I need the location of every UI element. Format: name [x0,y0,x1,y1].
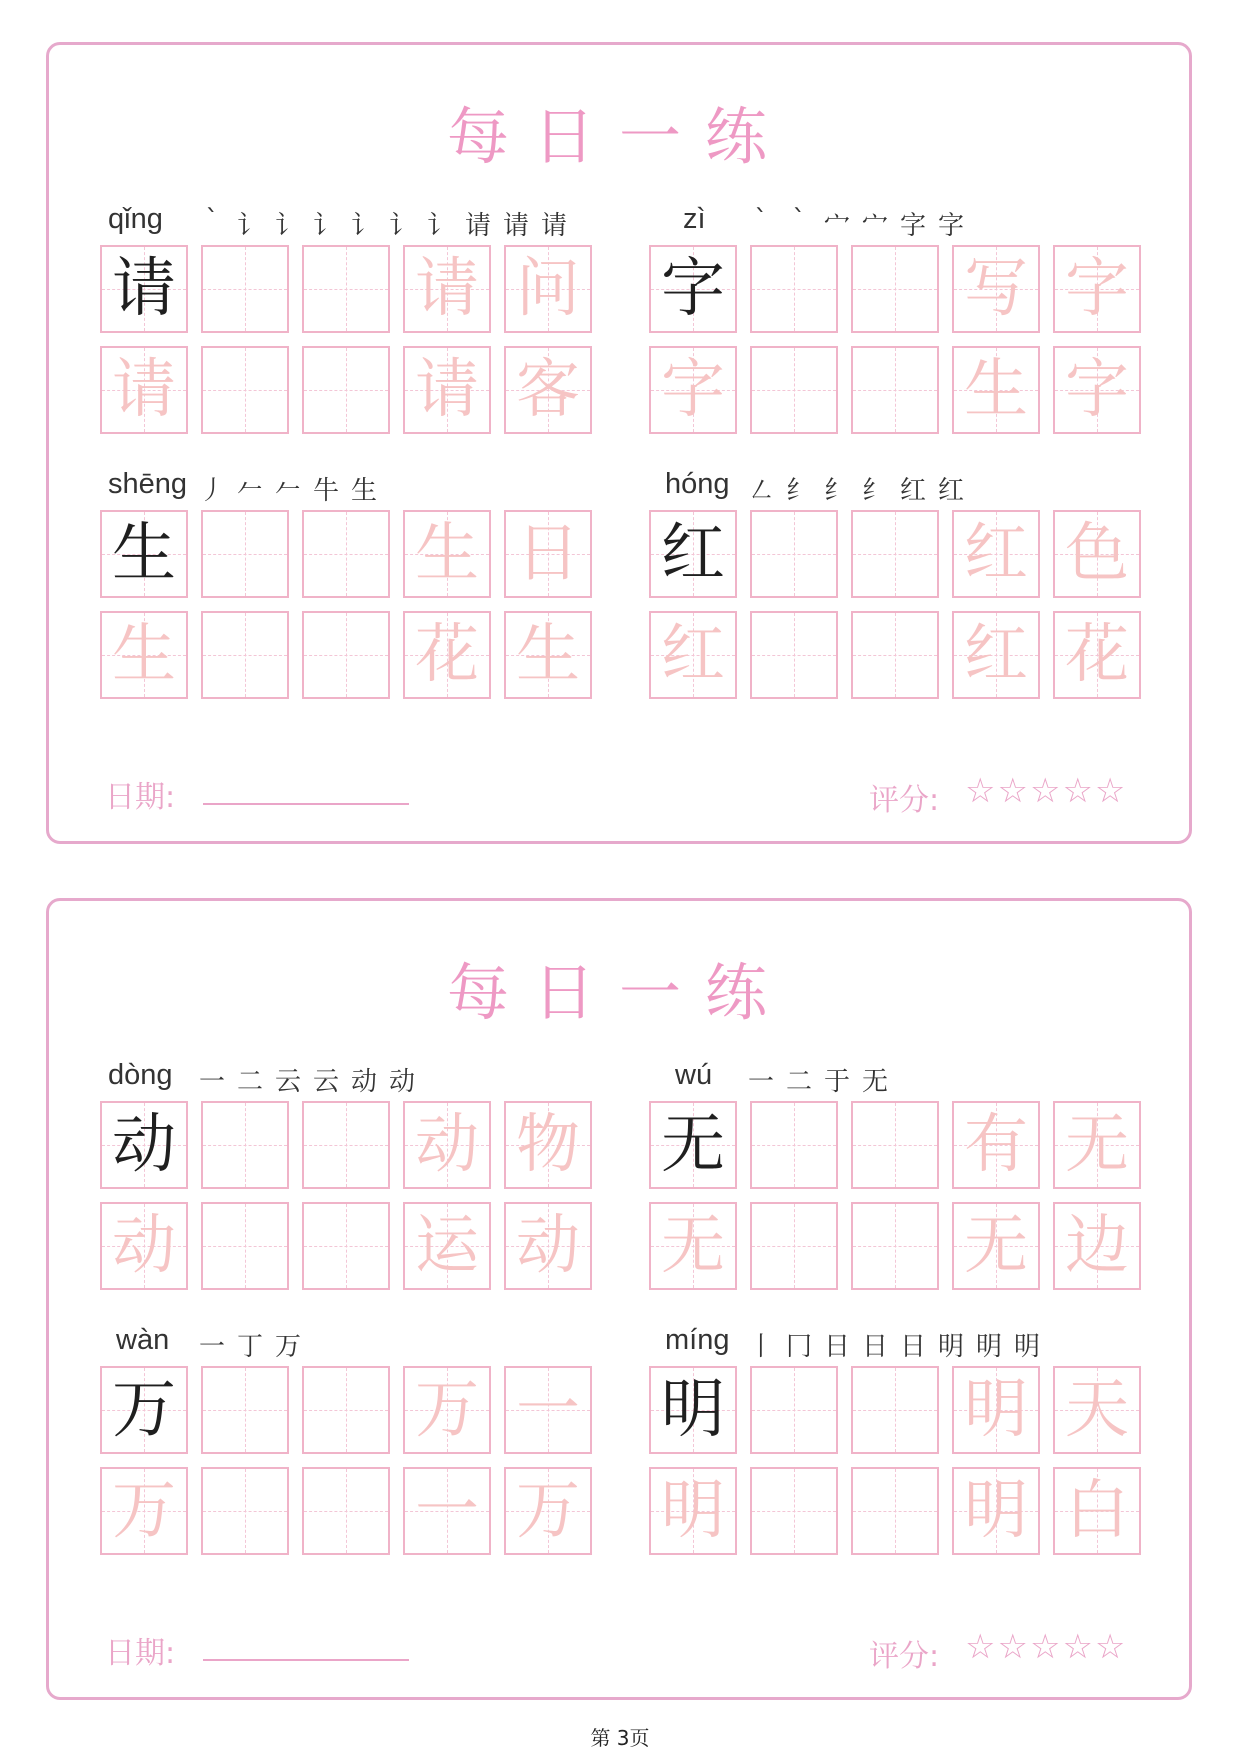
trace-character: 万 [415,1373,479,1447]
stroke-step: 无 [861,1067,888,1097]
trace-character: 花 [1065,618,1129,692]
stroke-step: 讠 [274,211,301,241]
stroke-step: 一 [198,1067,225,1097]
stroke-step: 冂 [785,1332,812,1362]
stroke-step: 明 [1013,1332,1040,1362]
grid-cell[interactable] [100,1101,188,1189]
stroke-step: 二 [785,1067,812,1097]
stroke-step: 生 [350,476,377,506]
grid-cell[interactable] [403,1202,491,1290]
grid-cell[interactable] [1053,1467,1141,1555]
grid-cell[interactable] [649,346,737,434]
grid-cell[interactable] [1053,611,1141,699]
grid-cell[interactable] [302,510,390,598]
stroke-step: 丁 [236,1332,263,1362]
grid-cell[interactable] [750,1101,838,1189]
trace-character: 无 [964,1209,1028,1283]
pinyin-label: zì [683,203,706,235]
trace-character: 日 [516,517,580,591]
stroke-order [745,470,967,507]
pinyin-label: wàn [116,1324,170,1356]
trace-character: 动 [415,1108,479,1182]
model-character: 万 [112,1373,176,1447]
trace-character: 问 [516,252,580,326]
grid-cell[interactable] [1053,1202,1141,1290]
grid-cell[interactable] [851,346,939,434]
grid-cell[interactable] [750,510,838,598]
stroke-step: 动 [388,1067,415,1097]
grid-cell[interactable] [952,1467,1040,1555]
trace-character: 色 [1065,517,1129,591]
grid-cell[interactable] [750,1467,838,1555]
stroke-step: 纟 [823,476,850,506]
grid-cell[interactable] [403,611,491,699]
stroke-step: 万 [274,1332,301,1362]
grid-cell[interactable] [302,245,390,333]
grid-cell[interactable] [302,346,390,434]
trace-character: 字 [1065,353,1129,427]
trace-character: 红 [964,618,1028,692]
grid-cell[interactable] [851,1101,939,1189]
model-character: 明 [661,1373,725,1447]
stroke-step: 宀 [823,211,850,241]
trace-character: 红 [964,517,1028,591]
grid-cell[interactable] [201,611,289,699]
grid-cell[interactable] [201,346,289,434]
grid-cell[interactable] [403,346,491,434]
stroke-step: 一 [198,1332,225,1362]
trace-character: 天 [1065,1373,1129,1447]
grid-cell[interactable] [851,245,939,333]
stroke-step: 请 [464,211,491,241]
stroke-step: ` [792,205,806,235]
card-title: 每日一练 [446,956,791,1029]
stroke-step: 红 [899,476,926,506]
pinyin-label: qǐng [108,203,163,235]
grid-cell[interactable] [504,1202,592,1290]
trace-character: 无 [661,1209,725,1283]
grid-cell[interactable] [302,1366,390,1454]
trace-character: 生 [415,517,479,591]
grid-cell[interactable] [952,1101,1040,1189]
trace-character: 动 [112,1209,176,1283]
grid-cell[interactable] [100,1366,188,1454]
stroke-step: 丿 [198,476,225,506]
grid-cell[interactable] [403,1467,491,1555]
grid-cell[interactable] [851,1366,939,1454]
stroke-order [196,1061,418,1098]
grid-cell[interactable] [403,1101,491,1189]
score-label: 评分: [869,1639,940,1674]
grid-cell[interactable] [100,1202,188,1290]
grid-cell[interactable] [201,1467,289,1555]
stroke-step: 字 [937,211,964,241]
char-block-wan [100,1324,600,1554]
pinyin-label: dòng [108,1059,173,1091]
model-character: 动 [112,1108,176,1182]
grid-cell[interactable] [201,1202,289,1290]
grid-cell[interactable] [100,510,188,598]
pinyin-label: shēng [108,468,188,500]
grid-cell[interactable] [750,1366,838,1454]
stroke-step: 云 [274,1067,301,1097]
star-rating[interactable]: ☆☆☆☆☆ [965,771,1128,811]
stroke-step: 红 [937,476,964,506]
trace-character: 生 [516,618,580,692]
grid-cell[interactable] [649,1366,737,1454]
grid-cell[interactable] [649,1101,737,1189]
trace-character: 一 [516,1373,580,1447]
grid-cell[interactable] [750,245,838,333]
grid-cell[interactable] [1053,1101,1141,1189]
grid-cell[interactable] [100,1467,188,1555]
grid-cell[interactable] [1053,510,1141,598]
grid-cell[interactable] [851,1467,939,1555]
trace-character: 白 [1065,1474,1129,1548]
date-label: 日期: [105,1636,176,1671]
trace-character: 明 [964,1373,1028,1447]
model-character: 红 [661,517,725,591]
stroke-step: 讠 [312,211,339,241]
stroke-step: 云 [312,1067,339,1097]
stroke-step: 纟 [861,476,888,506]
grid-cell[interactable] [504,346,592,434]
grid-cell[interactable] [504,611,592,699]
grid-cell[interactable] [1053,346,1141,434]
grid-cell[interactable] [302,1467,390,1555]
grid-cell[interactable] [750,611,838,699]
grid-cell[interactable] [403,510,491,598]
trace-character: 万 [112,1474,176,1548]
char-block-hong [649,468,1149,698]
char-block-zi [649,203,1149,433]
grid-cell[interactable] [504,1467,592,1555]
stroke-step: 日 [899,1332,926,1362]
grid-cell[interactable] [952,1202,1040,1290]
grid-cell[interactable] [750,346,838,434]
grid-cell[interactable] [403,1366,491,1454]
grid-cell[interactable] [649,1202,737,1290]
trace-character: 明 [964,1474,1028,1548]
stroke-step: 日 [861,1332,888,1362]
char-block-dong [100,1059,600,1289]
stroke-step: ` [754,205,768,235]
stroke-step: 𠂉 [274,476,301,506]
grid-cell[interactable] [201,1366,289,1454]
grid-cell[interactable] [649,245,737,333]
stroke-step: 动 [350,1067,377,1097]
stroke-step: ` [205,205,219,235]
grid-cell[interactable] [649,510,737,598]
trace-character: 动 [516,1209,580,1283]
stroke-step: 明 [937,1332,964,1362]
grid-cell[interactable] [952,611,1040,699]
grid-cell[interactable] [851,1202,939,1290]
star-rating[interactable]: ☆☆☆☆☆ [965,1627,1128,1667]
grid-cell[interactable] [100,245,188,333]
grid-cell[interactable] [952,346,1040,434]
trace-character: 生 [964,353,1028,427]
trace-character: 字 [1065,252,1129,326]
stroke-order [745,1326,1043,1363]
grid-cell[interactable] [100,611,188,699]
stroke-order [196,470,380,507]
date-label: 日期: [105,780,176,815]
grid-cell[interactable] [302,1101,390,1189]
trace-character: 明 [661,1474,725,1548]
grid-cell[interactable] [302,611,390,699]
stroke-step: ㇜ [747,476,774,506]
grid-cell[interactable] [504,1101,592,1189]
score-label: 评分: [869,783,940,818]
grid-cell[interactable] [504,245,592,333]
grid-cell[interactable] [649,1467,737,1555]
model-character: 无 [661,1108,725,1182]
grid-cell[interactable] [649,611,737,699]
trace-character: 有 [964,1108,1028,1182]
stroke-step: 讠 [388,211,415,241]
pinyin-label: wú [675,1059,713,1091]
stroke-step: 牛 [312,476,339,506]
grid-cell[interactable] [952,245,1040,333]
page-number: 第 3页 [590,1726,650,1750]
grid-cell[interactable] [302,1202,390,1290]
practice-card-1 [46,42,1192,844]
stroke-step: 请 [502,211,529,241]
stroke-step: 丨 [747,1332,774,1362]
stroke-step: 讠 [350,211,377,241]
stroke-step: 一 [747,1067,774,1097]
grid-cell[interactable] [1053,1366,1141,1454]
trace-character: 字 [661,353,725,427]
stroke-step: 于 [823,1067,850,1097]
model-character: 生 [112,517,176,591]
stroke-step: 二 [236,1067,263,1097]
grid-cell[interactable] [952,1366,1040,1454]
model-character: 请 [112,252,176,326]
stroke-order [196,205,570,242]
grid-cell[interactable] [750,1202,838,1290]
stroke-step: 明 [975,1332,1002,1362]
grid-cell[interactable] [201,245,289,333]
stroke-order [745,1061,891,1098]
trace-character: 一 [415,1474,479,1548]
grid-cell[interactable] [851,611,939,699]
trace-character: 万 [516,1474,580,1548]
stroke-step: 讠 [426,211,453,241]
trace-character: 写 [964,252,1028,326]
pinyin-label: míng [665,1324,730,1356]
grid-cell[interactable] [403,245,491,333]
grid-cell[interactable] [201,510,289,598]
grid-cell[interactable] [100,346,188,434]
stroke-step: 𠂉 [236,476,263,506]
trace-character: 请 [112,353,176,427]
stroke-step: 字 [899,211,926,241]
stroke-order [196,1326,304,1363]
stroke-step: 讠 [236,211,263,241]
char-block-ming [649,1324,1149,1554]
trace-character: 运 [415,1209,479,1283]
char-block-sheng [100,468,600,698]
char-block-wu [649,1059,1149,1289]
trace-character: 花 [415,618,479,692]
stroke-step: 纟 [785,476,812,506]
date-line[interactable] [203,1659,409,1661]
trace-character: 请 [415,353,479,427]
grid-cell[interactable] [952,510,1040,598]
card-title: 每日一练 [446,100,791,173]
grid-cell[interactable] [504,1366,592,1454]
trace-character: 无 [1065,1108,1129,1182]
grid-cell[interactable] [504,510,592,598]
model-character: 字 [661,252,725,326]
date-line[interactable] [203,803,409,805]
char-block-qing [100,203,600,433]
stroke-step: 日 [823,1332,850,1362]
practice-card-2 [46,898,1192,1700]
stroke-step: 宀 [861,211,888,241]
stroke-order [745,205,967,242]
pinyin-label: hóng [665,468,730,500]
trace-character: 边 [1065,1209,1129,1283]
trace-character: 生 [112,618,176,692]
trace-character: 物 [516,1108,580,1182]
trace-character: 红 [661,618,725,692]
stroke-step: 请 [540,211,567,241]
trace-character: 客 [516,353,580,427]
grid-cell[interactable] [1053,245,1141,333]
grid-cell[interactable] [851,510,939,598]
grid-cell[interactable] [201,1101,289,1189]
trace-character: 请 [415,252,479,326]
